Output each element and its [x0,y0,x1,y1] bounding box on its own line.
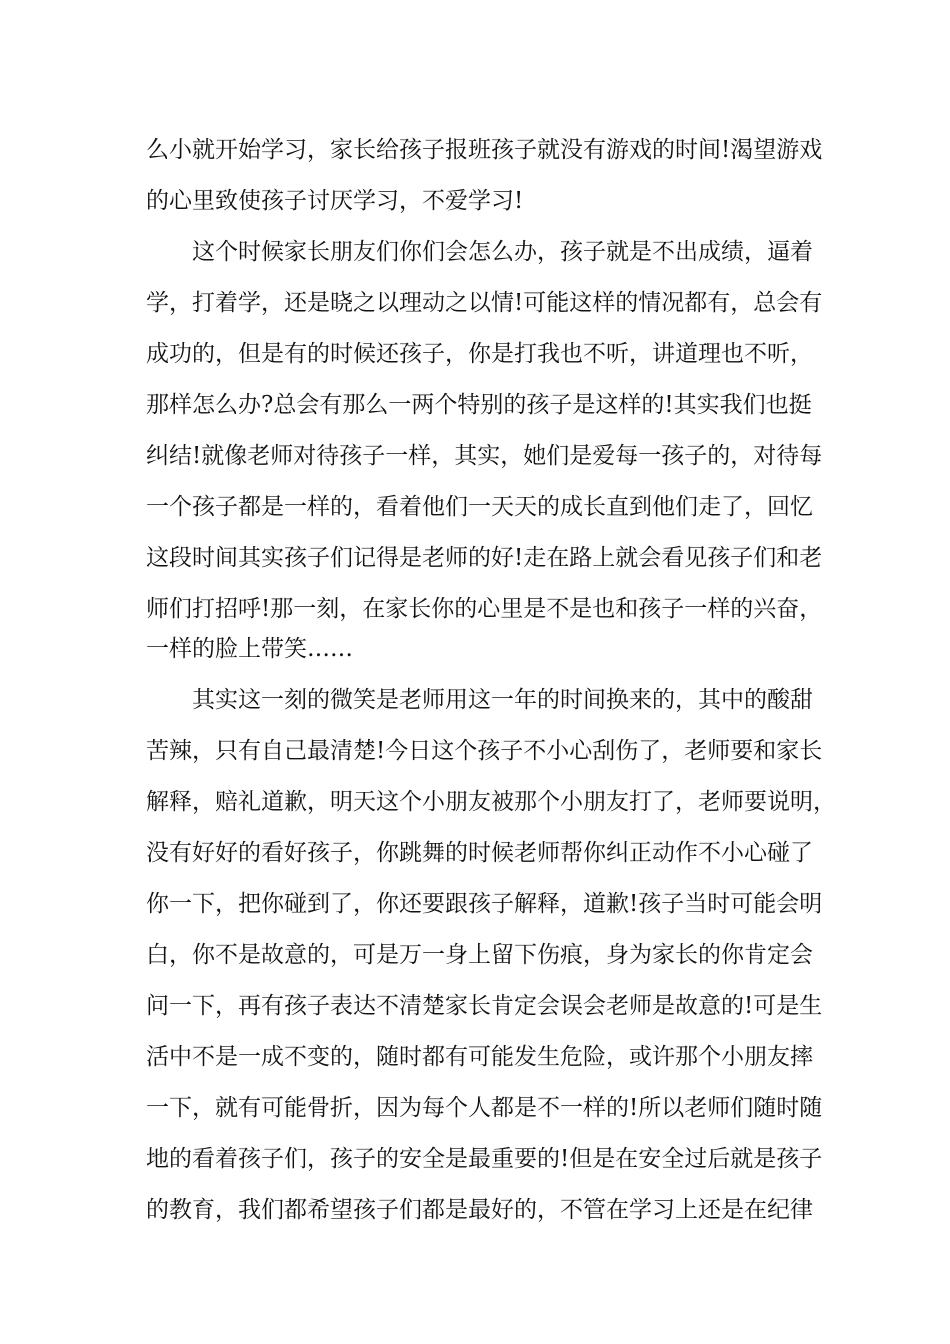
text-line: 那样怎么办?总会有那么一两个特别的孩子是这样的!其实我们也挺 [146,392,812,418]
text-line: 一个孩子都是一样的，看着他们一天天的成长直到他们走了，回忆 [146,494,813,520]
text-line: 没有好好的看好孩子，你跳舞的时候老师帮你纠正动作不小心碰了 [146,840,813,866]
text-line: 地的看着孩子们，孩子的安全是最重要的!但是在安全过后就是孩子 [146,1146,823,1172]
text-line: 学，打着学，还是晓之以理动之以情!可能这样的情况都有，总会有 [146,290,823,316]
text-line: 一下，就有可能骨折，因为每个人都是不一样的!所以老师们随时随 [146,1095,823,1121]
text-line: 的心里致使孩子讨厌学习，不爱学习! [146,188,524,214]
text-line: 解释，赔礼道歉，明天这个小朋友被那个小朋友打了，老师要说明， [146,789,836,815]
paragraph-first-line: 其实这一刻的微笑是老师用这一年的时间换来的，其中的酸甜 [192,687,813,713]
text-line: 么小就开始学习，家长给孩子报班孩子就没有游戏的时间!渴望游戏 [146,137,823,163]
text-line: 成功的，但是有的时候还孩子，你是打我也不听，讲道理也不听， [146,341,813,367]
text-line: 一样的脸上带笑…… [146,636,353,662]
text-line: 师们打招呼!那一刻，在家长你的心里是不是也和孩子一样的兴奋， [146,596,823,622]
text-line: 苦辣，只有自己最清楚!今日这个孩子不小心刮伤了，老师要和家长 [146,738,823,764]
text-line: 你一下，把你碰到了，你还要跟孩子解释，道歉!孩子当时可能会明 [146,891,823,917]
text-line: 的教育，我们都希望孩子们都是最好的，不管在学习上还是在纪律 [146,1197,813,1223]
text-line: 这段时间其实孩子们记得是老师的好!走在路上就会看见孩子们和老 [146,545,823,571]
text-line: 活中不是一成不变的，随时都有可能发生危险，或许那个小朋友摔 [146,1044,813,1070]
text-line: 纠结!就像老师对待孩子一样，其实，她们是爱每一孩子的，对待每 [146,443,823,469]
text-line: 白，你不是故意的，可是万一身上留下伤痕，身为家长的你肯定会 [146,942,813,968]
text-line: 问一下，再有孩子表达不清楚家长肯定会误会老师是故意的!可是生 [146,993,823,1019]
paragraph-first-line: 这个时候家长朋友们你们会怎么办，孩子就是不出成绩，逼着 [192,239,813,265]
